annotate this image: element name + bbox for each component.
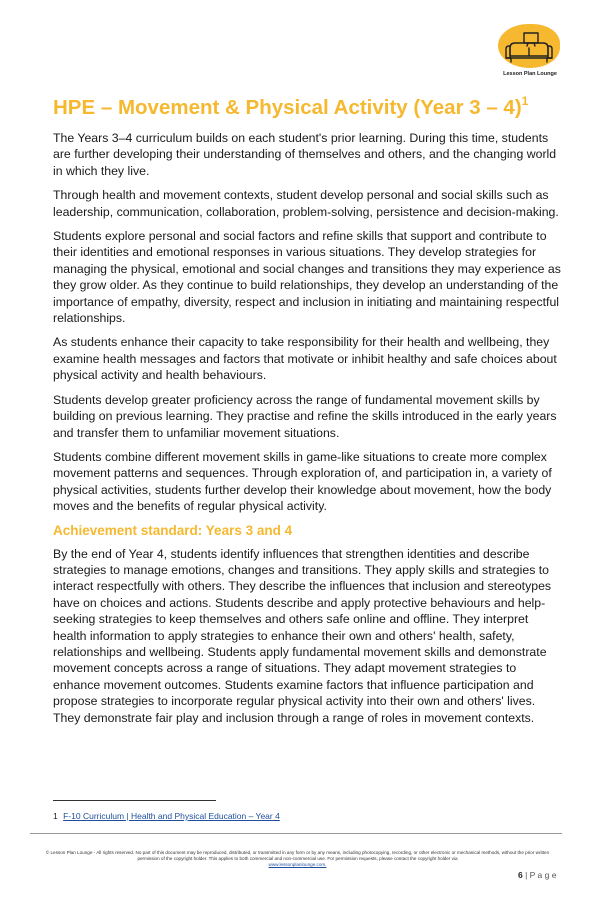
sofa-icon (502, 30, 556, 66)
paragraph-2: Through health and movement contexts, student develop personal and social skills such as leadership, communication, collaboration, problem-solving, persistence and decision-making. (53, 188, 559, 219)
achievement-standard-heading: Achievement standard: Years 3 and 4 (53, 522, 293, 538)
title-footnote-marker[interactable]: 1 (521, 94, 529, 108)
paragraph-6: Students combine different movement skills in game-like situations to create more complex movement patterns and sequences. Through exploration of, and participation in, a variety of physical activities, students further develop their knowledge about movement, how the body moves and the benefits of regular physical activity. (53, 449, 552, 514)
page-number-value: 6 (518, 870, 523, 880)
paragraph-4: As students enhance their capacity to take responsibility for their health and wellbeing, they examine health messages and factors that motivate or inhibit healthy and safe choices about physical activity and health behaviours. (53, 335, 557, 383)
page-title (53, 96, 528, 120)
page-number (518, 870, 556, 880)
page-label: | P a g e (525, 870, 557, 880)
lesson-plan-lounge-logo (490, 24, 570, 84)
paragraph-3: Students explore personal and social factors and refine skills that support and contribute to their identities and emotional responses in various situations. They develop strategies for managing the physical, emotional and social changes and transitions they may experience as they grow older. As they continue to build relationships, they develop an understanding of the importance of empathy, diversity, respect and inclusion in initiating and maintaining respectful relationships. (53, 229, 561, 326)
footer-divider (30, 833, 562, 834)
copyright-text: © Lesson Plan Lounge - All rights reserved. No part of this document may be reproduced, distributed, or transmitted in any form or by any means, including photocopying, recording, or other electronic or mechanical methods, without the prior written permission of the copyright holder. This applies to both commercial and non-commercial use. For permission requests, please contact the copyright holder via (45, 850, 550, 861)
copyright-notice (35, 850, 560, 868)
achievement-standard-text: By the end of Year 4, students identify influences that strengthen identities and describe strategies to manage emotions, changes and transitions. They apply skills and strategies to interact respectfully with others. They describe the influences that inclusion and stereotypes have on choices and actions. Students describe and apply protective behaviours and help-seeking strategies to keep themselves and others safe online and offline. They interpret health information to apply strategies to enhance their own and others' health, safety, relationships and wellbeing. Students apply fundamental movement skills and demonstrate movement concepts across a range of situations. They adapt movement strategies to enhance movement outcomes. Students examine factors that influence participation and propose strategies to incorporate regular physical activity into their own and others' lives. They demonstrate fair play and inclusion through a range of roles in movement contexts. (53, 546, 552, 725)
page-title-text: HPE – Movement & Physical Activity (Year 3 – 4) (53, 96, 522, 119)
footnote (53, 811, 280, 821)
main-content (53, 130, 563, 734)
website-link[interactable]: www.lessonplanlounge.com. (268, 862, 327, 867)
paragraph-1: The Years 3–4 curriculum builds on each student's prior learning. During this time, students are further developing their understanding of themselves and others, and the changing world in which they live. (53, 131, 557, 178)
logo-text: Lesson Plan Lounge (503, 71, 557, 77)
footnote-link[interactable]: F-10 Curriculum | Health and Physical Education – Year 4 (63, 811, 280, 821)
paragraph-5: Students develop greater proficiency across the range of fundamental movement skills by building on previous learning. They practise and refine the skills introduced in the early years and transfer them to unfamiliar movement situations. (53, 392, 557, 440)
footnote-divider (53, 800, 216, 801)
footnote-number: 1 (53, 811, 58, 821)
